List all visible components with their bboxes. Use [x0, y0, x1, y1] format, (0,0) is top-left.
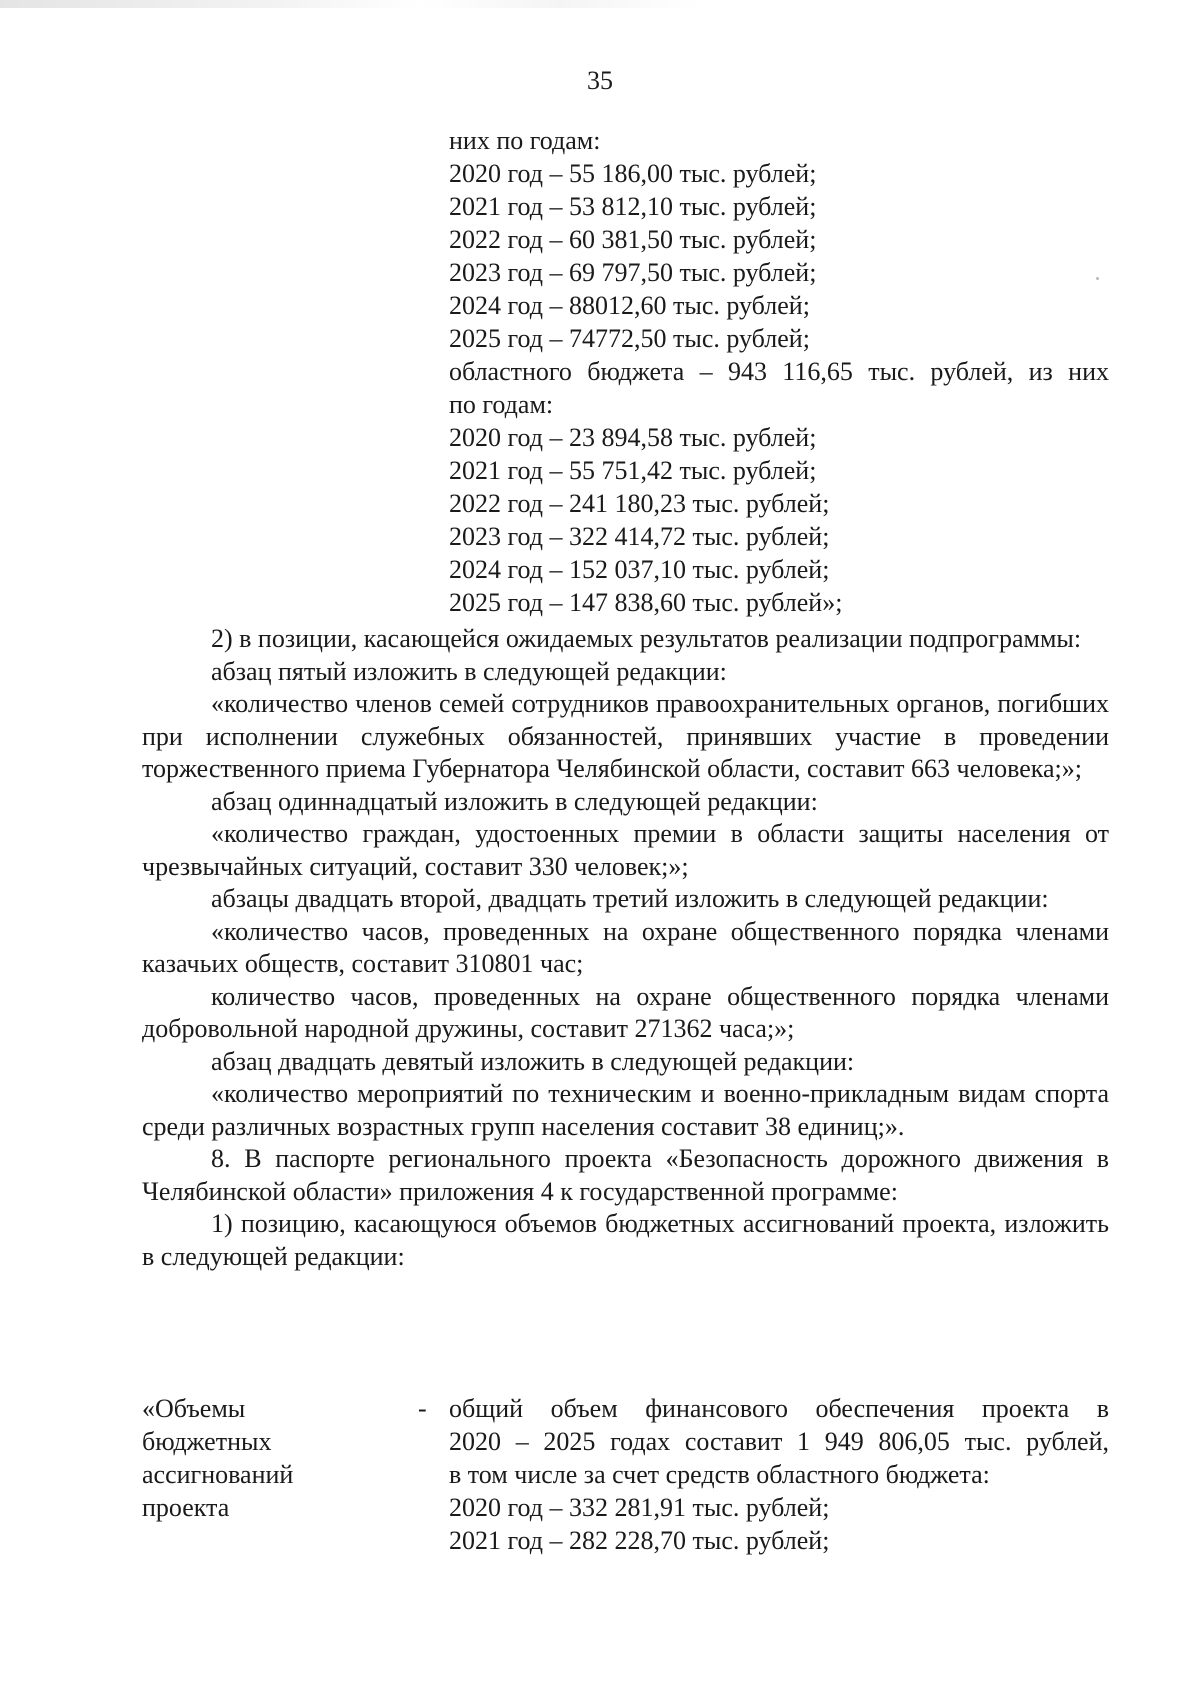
passport-label-line: «Объемы: [142, 1394, 246, 1423]
local-budget-header: них по годам:: [449, 126, 601, 155]
paragraph: абзацы двадцать второй, двадцать третий изложить в следующей редакции:: [211, 884, 1049, 913]
passport-row-label: [142, 1392, 402, 1524]
page-number: 35: [587, 66, 613, 95]
regional-budget-year: 2023 год – 322 414,72 тыс. рублей;: [449, 522, 830, 551]
local-budget-year: 2022 год – 60 381,50 тыс. рублей;: [449, 225, 817, 254]
budget-breakdown: [449, 124, 1109, 619]
regional-budget-year: 2024 год – 152 037,10 тыс. рублей;: [449, 555, 830, 584]
local-budget-year: 2024 год – 88012,60 тыс. рублей;: [449, 291, 810, 320]
passport-label-line: бюджетных: [142, 1427, 272, 1456]
passport-row-value: [449, 1392, 1109, 1557]
paragraph: 2) в позиции, касающейся ожидаемых результатов реализации подпрограммы:: [211, 624, 1082, 653]
passport-value-line: в том числе за счет средств областного бюджета:: [449, 1460, 990, 1489]
paragraph: 1) позицию, касающуюся объемов бюджетных ассигнований проекта, изложить в следующей редакции:: [142, 1209, 1109, 1271]
paragraph: абзац двадцать девятый изложить в следующей редакции:: [211, 1046, 855, 1076]
local-budget-year: 2021 год – 53 812,10 тыс. рублей;: [449, 192, 817, 221]
passport-label-line: ассигнований: [142, 1460, 294, 1489]
regional-budget-year: 2020 год – 23 894,58 тыс. рублей;: [449, 423, 817, 452]
body-text: [142, 623, 1109, 1273]
passport-value-year: 2021 год – 282 228,70 тыс. рублей;: [449, 1526, 830, 1555]
scan-edge-artifact: [0, 0, 700, 8]
regional-budget-header: областного бюджета – 943 116,65 тыс. рублей, из них: [449, 357, 1109, 386]
quoted-paragraph: «количество часов, проведенных на охране общественного порядка членами казачьих обществ, составит 310801 час;: [142, 916, 1109, 978]
passport-value-line: 2020 – 2025 годах составит 1 949 806,05 тыс. рублей,: [449, 1427, 1109, 1456]
regional-budget-year: 2025 год – 147 838,60 тыс. рублей»;: [449, 588, 843, 617]
regional-budget-subheader: по годам:: [449, 390, 554, 419]
passport-value-year: 2020 год – 332 281,91 тыс. рублей;: [449, 1493, 830, 1522]
quoted-paragraph: «количество членов семей сотрудников правоохранительных органов, погибших при исполнении служебных обязанностей, принявших участие в проведении торжественного приема Губернатора Челябинской области, составит 663 человека;»;: [142, 689, 1109, 783]
section-paragraph: 8. В паспорте регионального проекта «Безопасность дорожного движения в Челябинской области» приложения 4 к государственной программе:: [142, 1144, 1109, 1206]
paragraph: абзац одиннадцатый изложить в следующей редакции:: [211, 786, 818, 816]
paragraph: абзац пятый изложить в следующей редакции:: [211, 656, 727, 686]
regional-budget-year: 2022 год – 241 180,23 тыс. рублей;: [449, 489, 830, 518]
local-budget-year: 2025 год – 74772,50 тыс. рублей;: [449, 324, 810, 353]
local-budget-year: 2023 год – 69 797,50 тыс. рублей;: [449, 258, 817, 287]
passport-row-dash: -: [418, 1394, 427, 1423]
quoted-paragraph: «количество граждан, удостоенных премии в области защиты населения от чрезвычайных ситуаций, составит 330 человек;»;: [142, 819, 1109, 881]
passport-value-line: общий объем финансового обеспечения проекта в: [449, 1394, 1109, 1423]
quoted-paragraph: количество часов, проведенных на охране общественного порядка членами добровольной народной дружины, составит 271362 часа;»;: [142, 981, 1109, 1043]
local-budget-year: 2020 год – 55 186,00 тыс. рублей;: [449, 159, 817, 188]
passport-label-line: проекта: [142, 1493, 230, 1522]
regional-budget-year: 2021 год – 55 751,42 тыс. рублей;: [449, 456, 817, 485]
quoted-paragraph: «количество мероприятий по техническим и военно-прикладным видам спорта среди различных возрастных групп населения составит 38 единиц;».: [142, 1079, 1109, 1141]
